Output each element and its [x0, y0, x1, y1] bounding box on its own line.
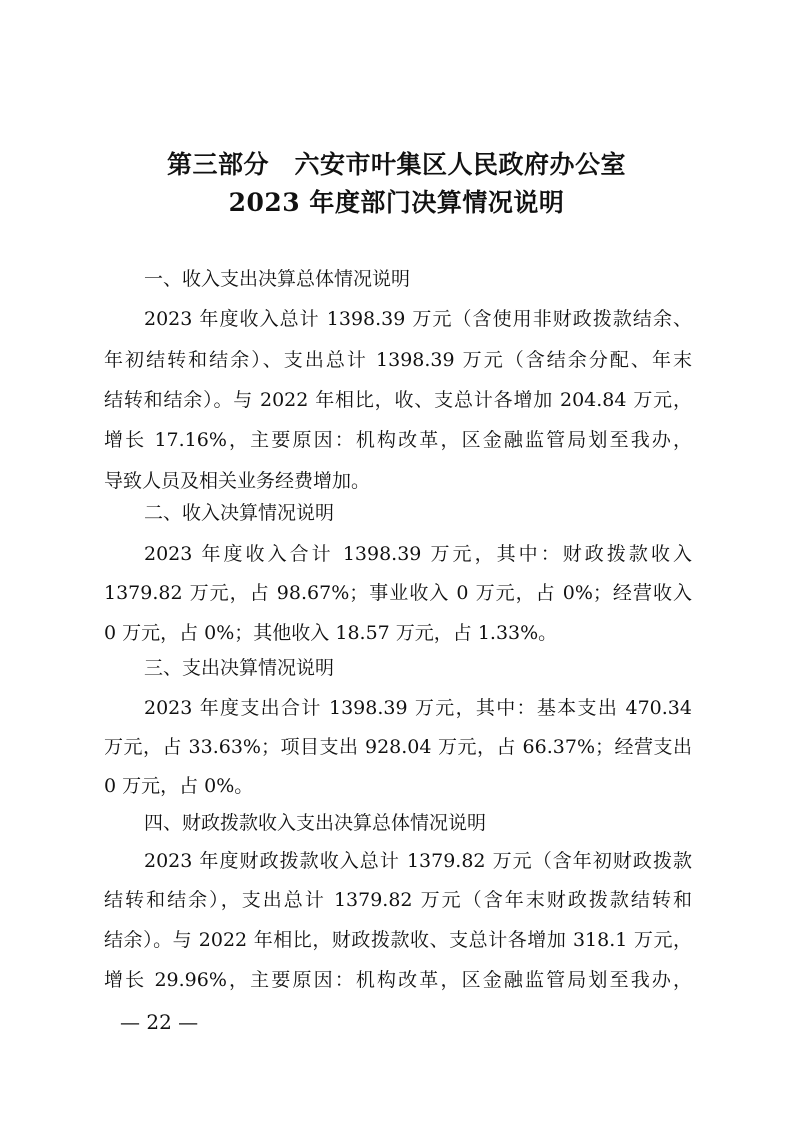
paragraph-line: 2023 年度收入合计 1398.39 万元，其中：财政拨款收入 — [144, 543, 692, 565]
paragraph-line: 0 万元，占 0%。 — [104, 775, 254, 797]
paragraph-line: 增长 29.96%，主要原因：机构改革，区金融监管局划至我办， — [104, 969, 692, 991]
section-heading-4: 四、财政拨款收入支出决算总体情况说明 — [144, 812, 487, 834]
paragraph-line: 结转和结余）。与 2022 年相比，收、支总计各增加 204.84 万元， — [104, 389, 692, 411]
page-number: — 22 — — [120, 1010, 199, 1034]
paragraph-line: 年初结转和结余）、支出总计 1398.39 万元（含结余分配、年末 — [104, 349, 692, 371]
paragraph-line: 导致人员及相关业务经费增加。 — [104, 470, 371, 492]
section-heading-1: 一、收入支出决算总体情况说明 — [144, 268, 411, 290]
paragraph-line: 2023 年度收入总计 1398.39 万元（含使用非财政拨款结余、 — [144, 308, 692, 330]
document-title-line-1: 第三部分 六安市叶集区人民政府办公室 — [166, 150, 626, 179]
paragraph-line: 增长 17.16%，主要原因：机构改革，区金融监管局划至我办， — [104, 429, 692, 451]
paragraph-line: 2023 年度支出合计 1398.39 万元，其中：基本支出 470.34 — [144, 697, 692, 719]
section-heading-3: 三、支出决算情况说明 — [144, 657, 335, 679]
section-heading-2: 二、收入决算情况说明 — [144, 502, 335, 524]
paragraph-line: 结余）。与 2022 年相比，财政拨款收、支总计各增加 318.1 万元， — [104, 929, 692, 951]
document-title-line-2: 2023 年度部门决算情况说明 — [228, 188, 565, 217]
paragraph-line: 2023 年度财政拨款收入总计 1379.82 万元（含年初财政拨款 — [144, 850, 692, 872]
paragraph-line: 1379.82 万元，占 98.67%；事业收入 0 万元，占 0%；经营收入 — [104, 582, 692, 604]
paragraph-line: 结转和结余），支出总计 1379.82 万元（含年末财政拨款结转和 — [104, 889, 692, 911]
paragraph-line: 0 万元，占 0%；其他收入 18.57 万元，占 1.33%。 — [104, 622, 558, 644]
paragraph-line: 万元，占 33.63%；项目支出 928.04 万元，占 66.37%；经营支出 — [104, 736, 692, 758]
